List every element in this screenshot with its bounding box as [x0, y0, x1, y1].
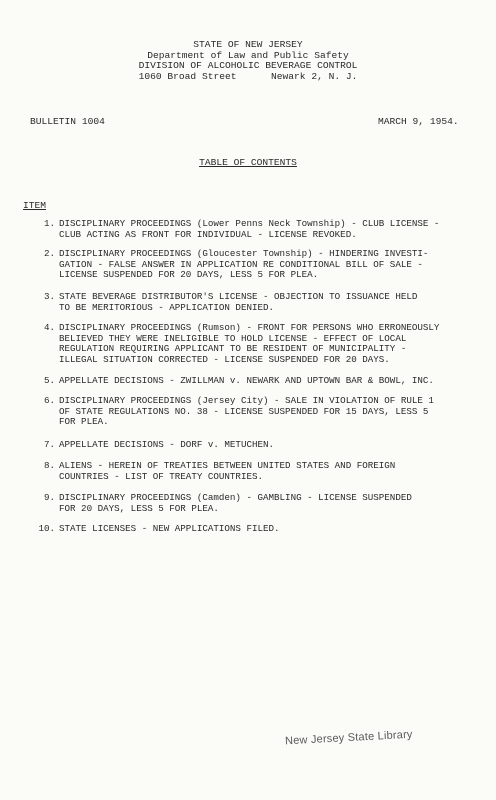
item-number: 3. — [43, 291, 55, 302]
item-column-header: ITEM — [23, 200, 47, 211]
item-text: DISCIPLINARY PROCEEDINGS (Gloucester Township) - HINDERING INVESTI- GATION - FALSE ANSWER IN APPLICATION RE CONDITIONAL BILL OF SALE - LICENSE SUSPENDED FOR 20 DAYS, LESS 5 FOR PLEA. — [59, 248, 429, 281]
bulletin-number: BULLETIN 1004 — [30, 116, 105, 127]
item-number: 8. — [43, 460, 55, 471]
letterhead — [0, 40, 496, 82]
letterhead-division: DIVISION OF ALCOHOLIC BEVERAGE CONTROL — [138, 60, 358, 72]
item-number: 2. — [43, 248, 55, 259]
item-text: STATE LICENSES - NEW APPLICATIONS FILED. — [59, 523, 280, 534]
item-text: DISCIPLINARY PROCEEDINGS (Camden) - GAMBLING - LICENSE SUSPENDED FOR 20 DAYS, LESS 5 FOR PLEA. — [59, 492, 412, 514]
letterhead-department: Department of Law and Public Safety — [147, 49, 349, 61]
item-number: 6. — [43, 395, 55, 406]
item-number: 1. — [43, 218, 55, 229]
item-number: 7. — [43, 439, 55, 450]
item-text: DISCIPLINARY PROCEEDINGS (Lower Penns Neck Township) - CLUB LICENSE - CLUB ACTING AS FRONT FOR INDIVIDUAL - LICENSE REVOKED. — [59, 218, 440, 240]
item-text: APPELLATE DECISIONS - ZWILLMAN v. NEWARK AND UPTOWN BAR & BOWL, INC. — [59, 375, 434, 386]
letterhead-address: 1060 Broad Street Newark 2, N. J. — [138, 70, 358, 82]
library-stamp: New Jersey State Library — [284, 728, 413, 748]
item-number: 9. — [43, 492, 55, 503]
letterhead-state: STATE OF NEW JERSEY — [193, 39, 303, 50]
item-text: STATE BEVERAGE DISTRIBUTOR'S LICENSE - OBJECTION TO ISSUANCE HELD TO BE MERITORIOUS - APPLICATION DENIED. — [59, 291, 418, 313]
item-text: DISCIPLINARY PROCEEDINGS (Rumson) - FRONT FOR PERSONS WHO ERRONEOUSLY BELIEVED THEY WERE INELIGIBLE TO HOLD LICENSE - EFFECT OF LOCAL REGULATION REQUIRING APPLICANT TO BE RESIDENT OF MUNICIPALITY - ILLEGAL SITUATION CORRECTED - LICENSE SUSPENDED FOR 20 DAYS. — [59, 322, 440, 365]
item-number: 10. — [38, 523, 55, 534]
item-text: APPELLATE DECISIONS - DORF v. METUCHEN. — [59, 439, 275, 450]
toc-title-wrap — [0, 157, 496, 168]
toc-title: TABLE OF CONTENTS — [199, 157, 297, 168]
item-number: 4. — [43, 322, 55, 333]
item-text: ALIENS - HEREIN OF TREATIES BETWEEN UNITED STATES AND FOREIGN COUNTRIES - LIST OF TREATY COUNTRIES. — [59, 460, 396, 482]
item-number: 5. — [43, 375, 55, 386]
item-text: DISCIPLINARY PROCEEDINGS (Jersey City) - SALE IN VIOLATION OF RULE 1 OF STATE REGULATIONS NO. 38 - LICENSE SUSPENDED FOR 15 DAYS, LESS 5 FOR PLEA. — [59, 395, 434, 428]
bulletin-date: MARCH 9, 1954. — [378, 116, 459, 127]
